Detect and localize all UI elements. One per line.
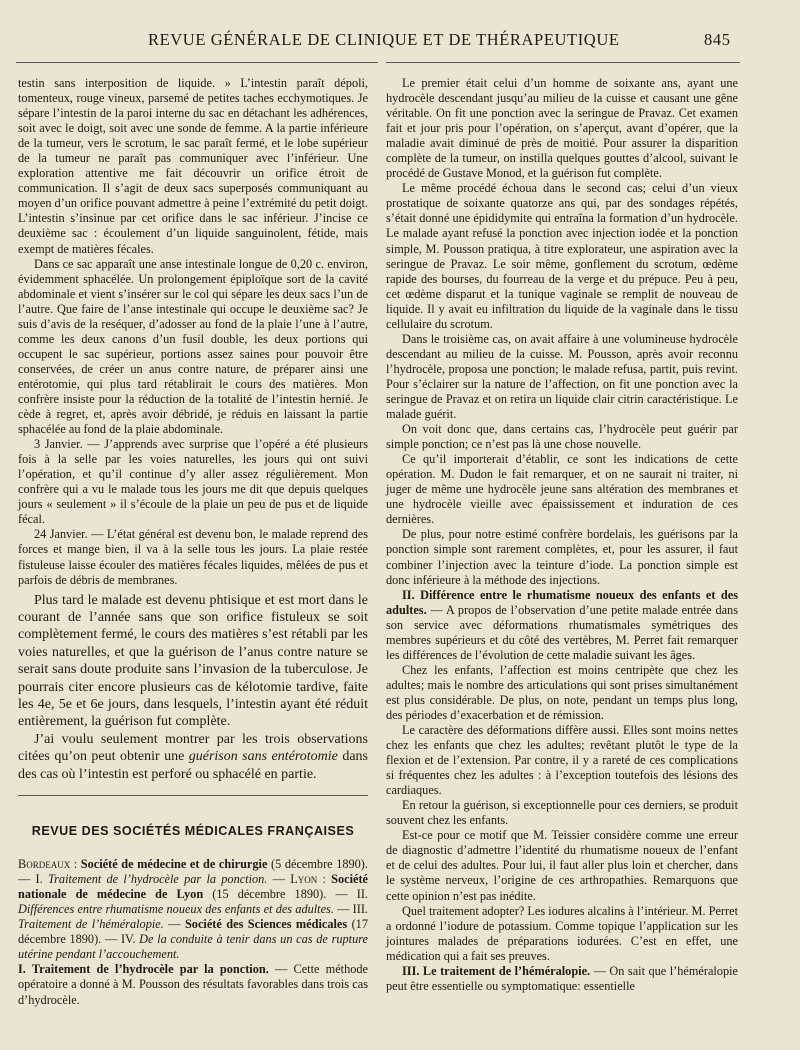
section-divider [18,795,368,796]
article-i: I. Traitement de l’hydrocèle par la ponction. — Cette méthode opératoire a donné à M. Pousson des résultats favorables dans trois cas d’hydrocèle. [18,962,368,1007]
paragraph: Dans ce sac apparaît une anse intestinale longue de 0,20 c. environ, évidemment sphacélée. Un prolongement épiploïque sort de la cavité abdominale et vient s’insérer sur le col qui sépare les deux sacs l’un de l’autre. Que faire de l’anse intestinale qui occupe le deuxième sac? Je suis d’avis de la reséquer, d’adosser au fond de la plaie l’une à l’autre, comme les deux canons d’un fusil double, les deux portions qui occupent le sac supérieur, portions assez saines pour pouvoir être conservées, de créer un anus contre nature, de préparer ainsi une entérotomie, qui plus tard rétablirait le cours des matières. Mon confrère insiste pour la réduction de la totalité de l’intestin hernié. Je cède à regret, et, après avoir débridé, je réduis en laissant la partie sphacélée au fond de la plaie abdominale. [18,256,368,437]
paragraph: On voit donc que, dans certains cas, l’hydrocèle peut guérir par simple ponction; ce n’est pas là une chose nouvelle. [386,422,738,452]
article-ii: II. Différence entre le rhumatisme noueux des enfants et des adultes. — A propos de l’observation d’une petite malade entrée dans son service avec déformations rhumatismales symétriques des membres supérieurs et du côté des vertèbres, M. Perret fait remarquer les différences de l’évolution de cette maladie suivant les âges. [386,587,738,662]
paragraph: Plus tard le malade est devenu phtisique et est mort dans le courant de l’année sans que son orifice fistuleux se soit complètement fermé, le cours des matières s’est rétabli par les voies naturelles, et que la guérison de l’anus contre nature se serait sans doute produite sans l’invasion de la tuberculose. Je pourrais citer encore plusieurs cas de kélotomie tardive, faite les 4e, 5e et 6e jours, dans lesquels, l’intestin ayant été réduit entièrement, la guérison fut complète. [18,592,368,730]
paragraph: 3 Janvier. — J’apprends avec surprise que l’opéré a été plusieurs fois à la selle par les voies naturelles, les jours qui ont suivi l’opération, et qu’il continue d’y aller assez régulièrement. Mon confrère qui a vu le malade tous les jours me dit que depuis quelques jours « seulement » il s’écoule de la plaie un peu de pus et de liquide fécal. [18,437,368,527]
article-iii: III. Le traitement de l’héméralopie. — On sait que l’héméralopie peut être essentielle ou symptomatique: essentielle [386,963,739,993]
section-title: REVUE DES SOCIÉTÉS MÉDICALES FRANÇAISES [31,824,355,839]
paragraph: De plus, pour notre estimé confrère bordelais, les guérisons par la ponction simple sont rarement complètes, et, pour les assurer, il faut combiner l’injection avec la teinture d’iode. La ponction simple est donc inférieure à la méthode des injections. [386,527,738,587]
paragraph: Chez les enfants, l’affection est moins centripète que chez les adultes; mais le nombre des articulations qui sont prises simultanément est plus considérable. De plus, on note, pendant un temps plus long, des périodes d’exacerbation et de rémission. [386,662,738,722]
paragraph: testin sans interposition de liquide. » L’intestin paraît dépoli, tomenteux, rouge vineux, parsemé de petites taches ecchymotiques. Je sépare l’intestin de la paroi interne du sac en détachant les adhérences, soit avec le doigt, soit avec une sonde de femme. A la partie inférieure de la tumeur, vers le scrotum, le sac paraît fermé, et le lobe supérieur de la tumeur ne paraît pas communiquer avec l’inférieur. Une exploration attentive me fait découvrir un orifice étroit de communication. Il s’agit de deux sacs superposés communiquant au moyen d’un orifice pouvant admettre à peine l’extrémité du petit doigt. L’intestin s’insinue par cet orifice dans le sac inférieur. J’incise ce deuxième sac : écoulement d’un liquide sanguinolent, fétide, mais exempt de matières fécales. [18,76,369,256]
paragraph: 24 Janvier. — L’état général est devenu bon, le malade reprend des forces et mange bien, il va à la selle tous les jours. La plaie restée fistuleuse laisse écouler des matières fécales liquides, mêlées de pus et parfois de débris de membranes. [18,527,368,587]
paragraph: Le même procédé échoua dans le second cas; celui d’un vieux prostatique de soixante quatorze ans qui, par des sondages répétés, s’était donné une épididymite qui entraîna la formation d’un hydrocèle. Le malade ayant refusé la ponction avec injection iodée et la ponction simple, M. Pousson pratiqua, à titre explorateur, une aspiration avec la seringue de Pravaz. Le soir même, gonflement du scrotum, œdème rapide des bourses, du fourreau de la verge et du prépuce. Peu à peu, cet œdème disparut et la tunique vaginale se remplit de nouveau de liquide. Il y avait eu infiltration du liquide de la vaginale dans le tissu cellulaire du scrotum. [386,181,738,331]
paragraph: Le caractère des déformations diffère aussi. Elles sont moins nettes chez les enfants que chez les adultes; revêtant plutôt le type de la flexion et de l’extension. Par contre, il y a rareté de ces complications si fréquentes chez les adultes : à l’exception toutefois des lésions des cardiaques. [386,723,738,798]
paragraph: Quel traitement adopter? Les iodures alcalins à l’intérieur. M. Perret a ordonné l’iodure de potassium. Comme topique l’application sur les jointures malades de préparations iodurées. C’est en effet, une médication qui a fait ses preuves. [386,903,738,963]
running-header [0,30,800,52]
paragraph: Ce qu’il importerait d’établir, ce sont les indications de cette opération. M. Dudon le fait remarquer, et on ne saurait ni traiter, ni juger de même une hydrocèle jeune sans altération des membranes et une hydrocèle vieille avec épaississement et induration de ces dernières. [386,452,738,527]
header-rule-left [16,62,378,63]
section-summary: Bordeaux : Société de médecine et de chirurgie (5 décembre 1890). — I. Traitement de l’hydrocèle par la ponction. — Lyon : Société nationale de médecine de Lyon (15 décembre 1890). — II. Différences entre rhumatisme noueux des enfants et des adultes. — III. Traitement de l’héméralopie. — Société des Sciences médicales (17 décembre 1890). — IV. De la conduite à tenir dans un cas de rupture utérine pendant l’accouchement. [18,857,369,962]
page-number: 845 [704,30,731,49]
journal-title: REVUE GÉNÉRALE DE CLINIQUE ET DE THÉRAPEUTIQUE [148,30,620,49]
paragraph: En retour la guérison, si exceptionnelle pour ces derniers, se produit souvent chez les enfants. [386,798,738,828]
header-rule-right [386,62,740,63]
conclusion-block [18,592,368,783]
right-column [386,76,738,994]
paragraph: Est-ce pour ce motif que M. Teissier considère comme une erreur de diagnostic d’admettre l’identité du rhumatisme noueux de l’enfant et de celui des adultes. Pour lui, il faut aller plus loin et chercher, dans le système nerveux, l’origine de ces arthropathies. Remarquons que cette opinion n’est pas inédite. [386,828,738,903]
paragraph: J’ai voulu seulement montrer par les trois observations citées qu’on peut obtenir une guérison sans entérotomie dans des cas où l’intestin est perforé ou sphacélé en partie. [18,731,368,782]
left-column [18,76,368,1008]
paragraph: Le premier était celui d’un homme de soixante ans, ayant une hydrocèle descendant jusqu’au milieu de la cuisse et causant une gêne véritable. On fit une ponction avec la seringue de Pravaz. Cet examen fait et jour pris pour l’opération, on s’aperçut, avant d’opérer, que la maladie avait diminué de près de moitié. Pour assurer la disparition complète de la tumeur, on instilla quelques gouttes d’alcool, suivant le procédé de Gustave Monod, et la guérison fut complète. [386,76,738,181]
paragraph: Dans le troisième cas, on avait affaire à une volumineuse hydrocèle descendant au milieu de la cuisse. M. Pousson, après avoir reconnu l’hydrocèle, proposa une ponction; le malade refusa, partit, puis revint. Pour s’éclairer sur la nature de l’affection, on fit une ponction avec la seringue de Pravaz et on retira un liquide clair citrin caractéristique. Le malade guérit. [386,331,738,422]
